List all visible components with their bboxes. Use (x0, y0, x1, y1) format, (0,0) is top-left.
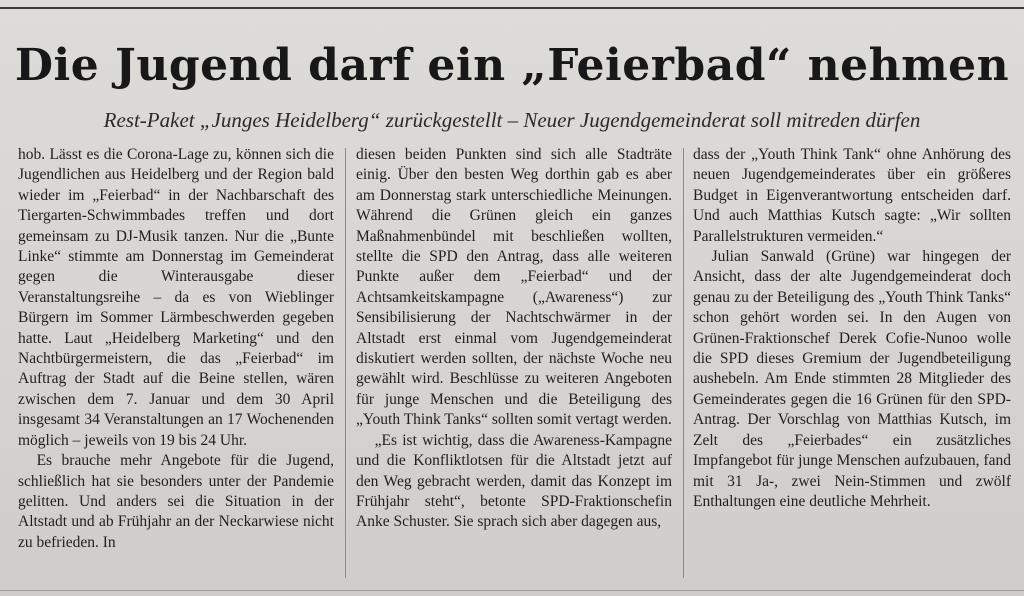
top-rule (0, 7, 1024, 9)
article-headline: Die Jugend darf ein „Feierbad“ nehmen (14, 40, 1010, 91)
article-column-1 (18, 145, 334, 585)
column-3-paragraph-2: Julian Sanwald (Grüne) war hingegen der Ansicht, dass der alte Jugendgemeinderat doch genau zu der Beteiligung des „Youth Think Tanks“ schon gehört worden sei. In den Augen von Grünen-Fraktionschef Derek Cofie-Nunoo wolle die SPD dieses Gremium der Jugendbeteiligung aushebeln. Am Ende stimmten 28 Mitglieder des Gemeinderates gegen die 16 Grünen für den SPD-Antrag. Der Vorschlag von Matthias Kutsch, im Zelt des „Feierbades“ ein zusätzliches Impfangebot für junge Menschen aufzubauen, fand mit 31 Ja-, zwei Nein-Stimmen und zwölf Enthaltungen eine deutliche Mehrheit. (693, 248, 1011, 510)
article-column-2 (356, 145, 672, 585)
article-subheadline: Rest-Paket „Junges Heidelberg“ zurückgestellt – Neuer Jugendgemeinderat soll mitreden dürfen (103, 108, 921, 132)
bottom-rule (0, 590, 1024, 591)
column-1-paragraph-2: Es brauche mehr Angebote für die Jugend, schließlich hat sie besonders unter der Pandemie gelitten. Und anders sei die Situation in der Altstadt und ab Frühjahr an der Neckarwiese nicht zu befrieden. In (18, 452, 334, 551)
column-divider (683, 148, 684, 578)
column-divider (345, 148, 346, 578)
article-column-3 (693, 145, 1011, 585)
column-3-paragraph-1: dass der „Youth Think Tank“ ohne Anhörung des neuen Jugendgemeinderates über ein größeres Budget in Eigenverantwortung entscheiden darf. Und auch Matthias Kutsch sagte: „Wir sollten Parallelstrukturen vermeiden.“ (693, 146, 1011, 245)
column-1-paragraph-1: hob. Lässt es die Corona-Lage zu, können sich die Jugendlichen aus Heidelberg und der Region bald wieder im „Feierbad“ in der Nachbarschaft des Tiergarten-Schwimmbades treffen und dort gemeinsam zu DJ-Musik tanzen. Nur die „Bunte Linke“ stimmte am Donnerstag im Gemeinderat gegen die Winterausgabe dieser Veranstaltungsreihe – da es von Wieblinger Bürgern im Sommer Lärmbeschwerden gegeben hatte. Laut „Heidelberg Marketing“ und den Nachtbürgermeistern, die das „Feierbad“ im Auftrag der Stadt auf die Beine stellen, wären zwischen dem 7. Januar und dem 30 April insgesamt 34 Veranstaltungen an 17 Wochenenden möglich – jeweils von 19 bis 24 Uhr. (18, 146, 334, 449)
column-2-paragraph-1: diesen beiden Punkten sind sich alle Stadträte einig. Über den besten Weg dorthin gab es aber am Donnerstag stark unterschiedliche Meinungen. Während die Grünen gleich ein ganzes Maßnahmenbündel mit beschließen wollten, stellte die SPD den Antrag, dass alle weiteren Punkte außer dem „Feierbad“ und der Achtsamkeitskampagne („Awareness“) zur Sensibilisierung der Nachtschwärmer in der Altstadt erst einmal vom Jugendgemeinderat diskutiert werden sollten, der nächste Woche neu gewählt wird. Beschlüsse zu weiteren Angeboten für junge Menschen und die Beteiligung des „Youth Think Tanks“ sollten somit vertagt werden. (356, 146, 672, 429)
column-2-paragraph-2: „Es ist wichtig, dass die Awareness-Kampagne und die Konfliktlotsen für die Altstadt jetzt auf den Weg gebracht werden, damit das Konzept im Frühjahr steht“, betonte SPD-Fraktionschefin Anke Schuster. Sie sprach sich aber dagegen aus, (356, 431, 672, 531)
